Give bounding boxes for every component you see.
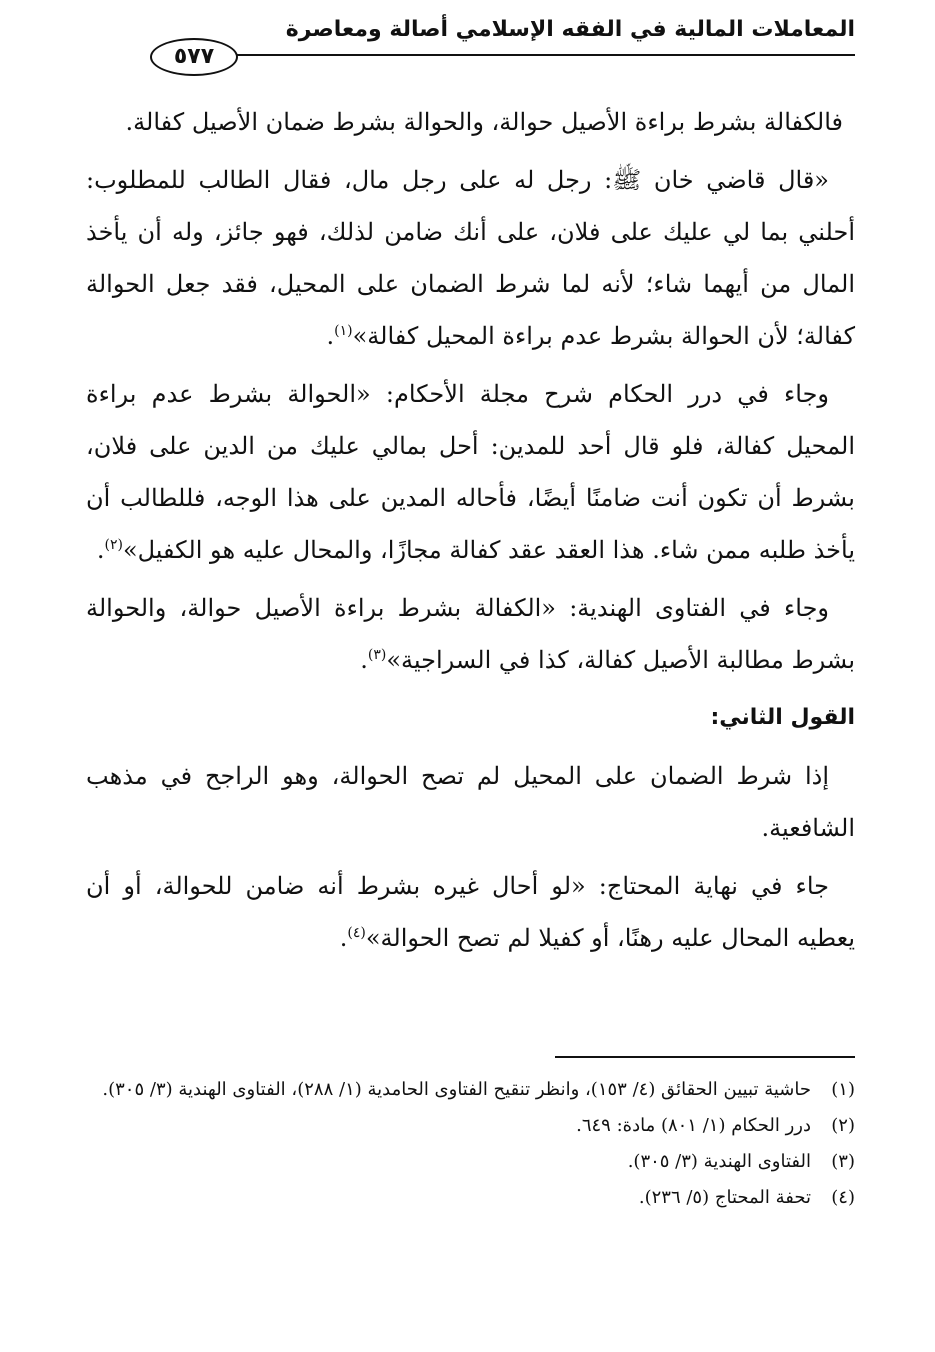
footnote-number: (٣) (831, 1151, 855, 1172)
paragraph-2 (86, 154, 855, 362)
footnotes (86, 1072, 855, 1216)
footnote-ref-2: (٢) (104, 537, 123, 553)
footnote-ref-3: (٣) (367, 647, 387, 663)
footnote-separator (555, 1056, 855, 1058)
paragraph-4 (86, 582, 855, 686)
paragraph-3-text: وجاء في درر الحكام شرح مجلة الأحكام: «الحوالة بشرط عدم براءة المحيل كفالة، فلو قال أحد للمدين: أحل بمالي عليك من الدين على فلان، بشرط أن تكون أنت ضامنًا أيضًا، فأحاله المدين على هذا الوجه، فللطالب أن يأخذ طلبه ممن شاء. هذا العقد عقد كفالة مجازًا، والمحال عليه هو الكفيل» (86, 380, 855, 564)
paragraph-5 (86, 750, 855, 854)
footnote-item (86, 1180, 855, 1216)
footnote-text: درر الحكام (١/ ٨٠١) مادة: ٦٤٩. (576, 1115, 811, 1136)
paragraph-3 (86, 368, 855, 576)
footnote-text: تحفة المحتاج (٥/ ٢٣٦). (638, 1187, 811, 1208)
main-text (86, 96, 855, 970)
footnote-number: (٤) (831, 1187, 855, 1208)
paragraph-1-text: فالكفالة بشرط براءة الأصيل حوالة، والحوالة بشرط ضمان الأصيل كفالة. (125, 108, 843, 136)
paragraph-2-text: «قال قاضي خان ﷺ: رجل له على رجل مال، فقال الطالب للمطلوب: أحلني بما لي عليك على فلان، على أنك ضامن لذلك، فهو جائز، وله أن يأخذ المال من أيهما شاء؛ لأنه لما شرط الضمان على المحيل، فقد جعل الحوالة كفالة؛ لأن الحوالة بشرط عدم براءة المحيل كفالة» (86, 166, 855, 350)
footnote-ref-1: (١) (334, 323, 353, 339)
footnote-item (86, 1072, 855, 1108)
footnote-item (86, 1108, 855, 1144)
section-heading: القول الثاني: (710, 705, 855, 730)
header-rule (220, 54, 855, 56)
footnote-item (86, 1144, 855, 1180)
page-number-badge: ٥٧٧ (150, 38, 238, 76)
footnote-text: حاشية تبيين الحقائق (٤/ ١٥٣)، وانظر تنقيح الفتاوى الحامدية (١/ ٢٨٨)، الفتاوى الهندية (٣/ ٣٠٥). (102, 1079, 811, 1100)
paragraph-1 (86, 96, 855, 148)
footnote-text: الفتاوى الهندية (٣/ ٣٠٥). (627, 1151, 811, 1172)
footnote-ref-4: (٤) (347, 925, 366, 941)
footnote-number: (١) (831, 1079, 855, 1100)
end-mark: . (339, 924, 348, 952)
end-mark: . (96, 536, 105, 564)
paragraph-6 (86, 860, 855, 964)
end-mark: . (360, 646, 368, 674)
end-mark: . (326, 322, 335, 350)
footnote-number: (٢) (831, 1115, 855, 1136)
running-header-title: المعاملات المالية في الفقه الإسلامي أصالة ومعاصرة (285, 17, 855, 42)
paragraph-4-text: وجاء في الفتاوى الهندية: «الكفالة بشرط براءة الأصيل حوالة، والحوالة بشرط مطالبة الأصيل كفالة، كذا في السراجية» (86, 594, 855, 674)
paragraph-5-text: إذا شرط الضمان على المحيل لم تصح الحوالة، وهو الراجح في مذهب الشافعية. (86, 762, 855, 842)
paragraph-6-text: جاء في نهاية المحتاج: «لو أحال غيره بشرط أنه ضامن للحوالة، أو أن يعطيه المحال عليه رهنًا، أو كفيلا لم تصح الحوالة» (86, 872, 855, 952)
